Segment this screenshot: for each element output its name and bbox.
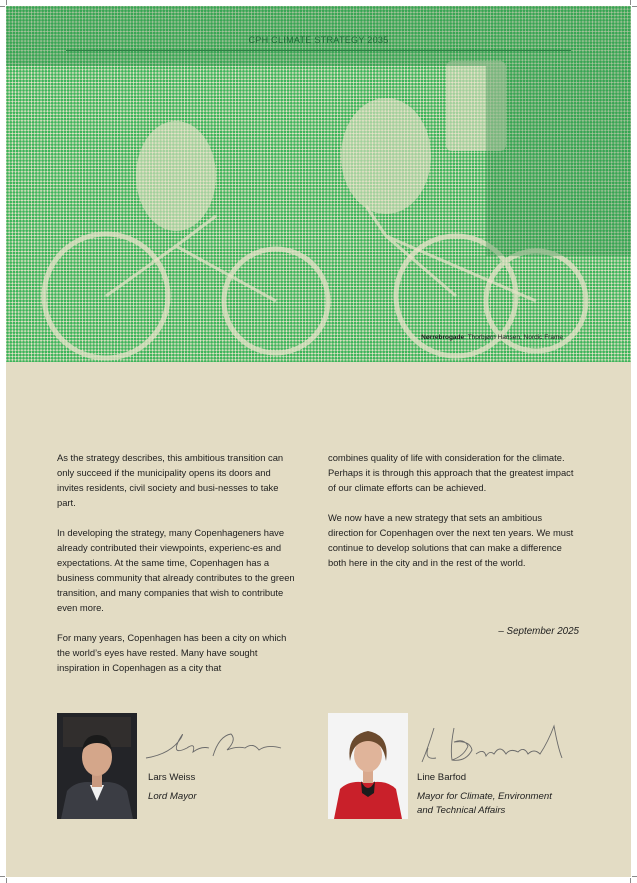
caption-location: Nørrebrogade	[421, 334, 465, 341]
cyclists-illustration	[6, 6, 631, 362]
crop-mark	[630, 878, 631, 883]
body-column-right	[328, 450, 578, 585]
signatory-role-line: Mayor for Climate, Environment	[417, 791, 552, 802]
crop-mark	[630, 0, 631, 5]
hero-photo	[6, 6, 631, 362]
crop-mark	[632, 876, 637, 877]
signature-lars-weiss	[141, 718, 291, 768]
caption-credit: Thorbjørn Hansen, Nordic Frame	[467, 334, 563, 341]
crop-mark	[6, 0, 7, 5]
signatory-role: Lord Mayor	[148, 791, 197, 802]
paragraph: As the strategy describes, this ambitious transition can only succeed if the municipality opens its doors and invites residents, civil society and busi-nesses to take part.	[57, 452, 284, 508]
paragraph: For many years, Copenhagen has been a city on which the world’s eyes have rested. Many have sought inspiration in Copenhagen as a city that	[57, 632, 287, 673]
signatory-role	[417, 790, 552, 818]
paragraph: In developing the strategy, many Copenhageners have already contributed their viewpoints, experienc-es and expectations. At the same time, Copenhagen has a business community that already contributes to the green transition, and many companies that wish to contribute even more.	[57, 527, 295, 613]
crop-mark	[0, 876, 5, 877]
signatory-name: Line Barfod	[417, 772, 467, 783]
signatory-name: Lars Weiss	[148, 772, 196, 783]
crop-mark	[0, 6, 5, 7]
header-rule	[66, 50, 571, 51]
portrait-line-barfod	[328, 713, 408, 819]
document-page	[6, 6, 631, 877]
signatory-role-line: and Technical Affairs	[417, 805, 506, 816]
paragraph: We now have a new strategy that sets an ambitious direction for Copenhagen over the next ten years. We must continue to develop solutions that can make a difference both here in the city and in the rest of the world.	[328, 512, 574, 568]
signature-line-barfod	[414, 718, 584, 768]
body-column-left	[57, 450, 297, 690]
crop-mark	[632, 6, 637, 7]
photo-caption: Nørrebrogade: Thorbjørn Hansen, Nordic Frame	[421, 334, 563, 341]
portrait-lars-weiss	[57, 713, 137, 819]
date-line: – September 2025	[498, 626, 579, 637]
paragraph: combines quality of life with consideration for the climate. Perhaps it is through this approach that the greatest impact of our climate efforts can be achieved.	[328, 452, 574, 493]
crop-mark	[6, 878, 7, 883]
header-title: CPH CLIMATE STRATEGY 2035	[248, 35, 389, 45]
